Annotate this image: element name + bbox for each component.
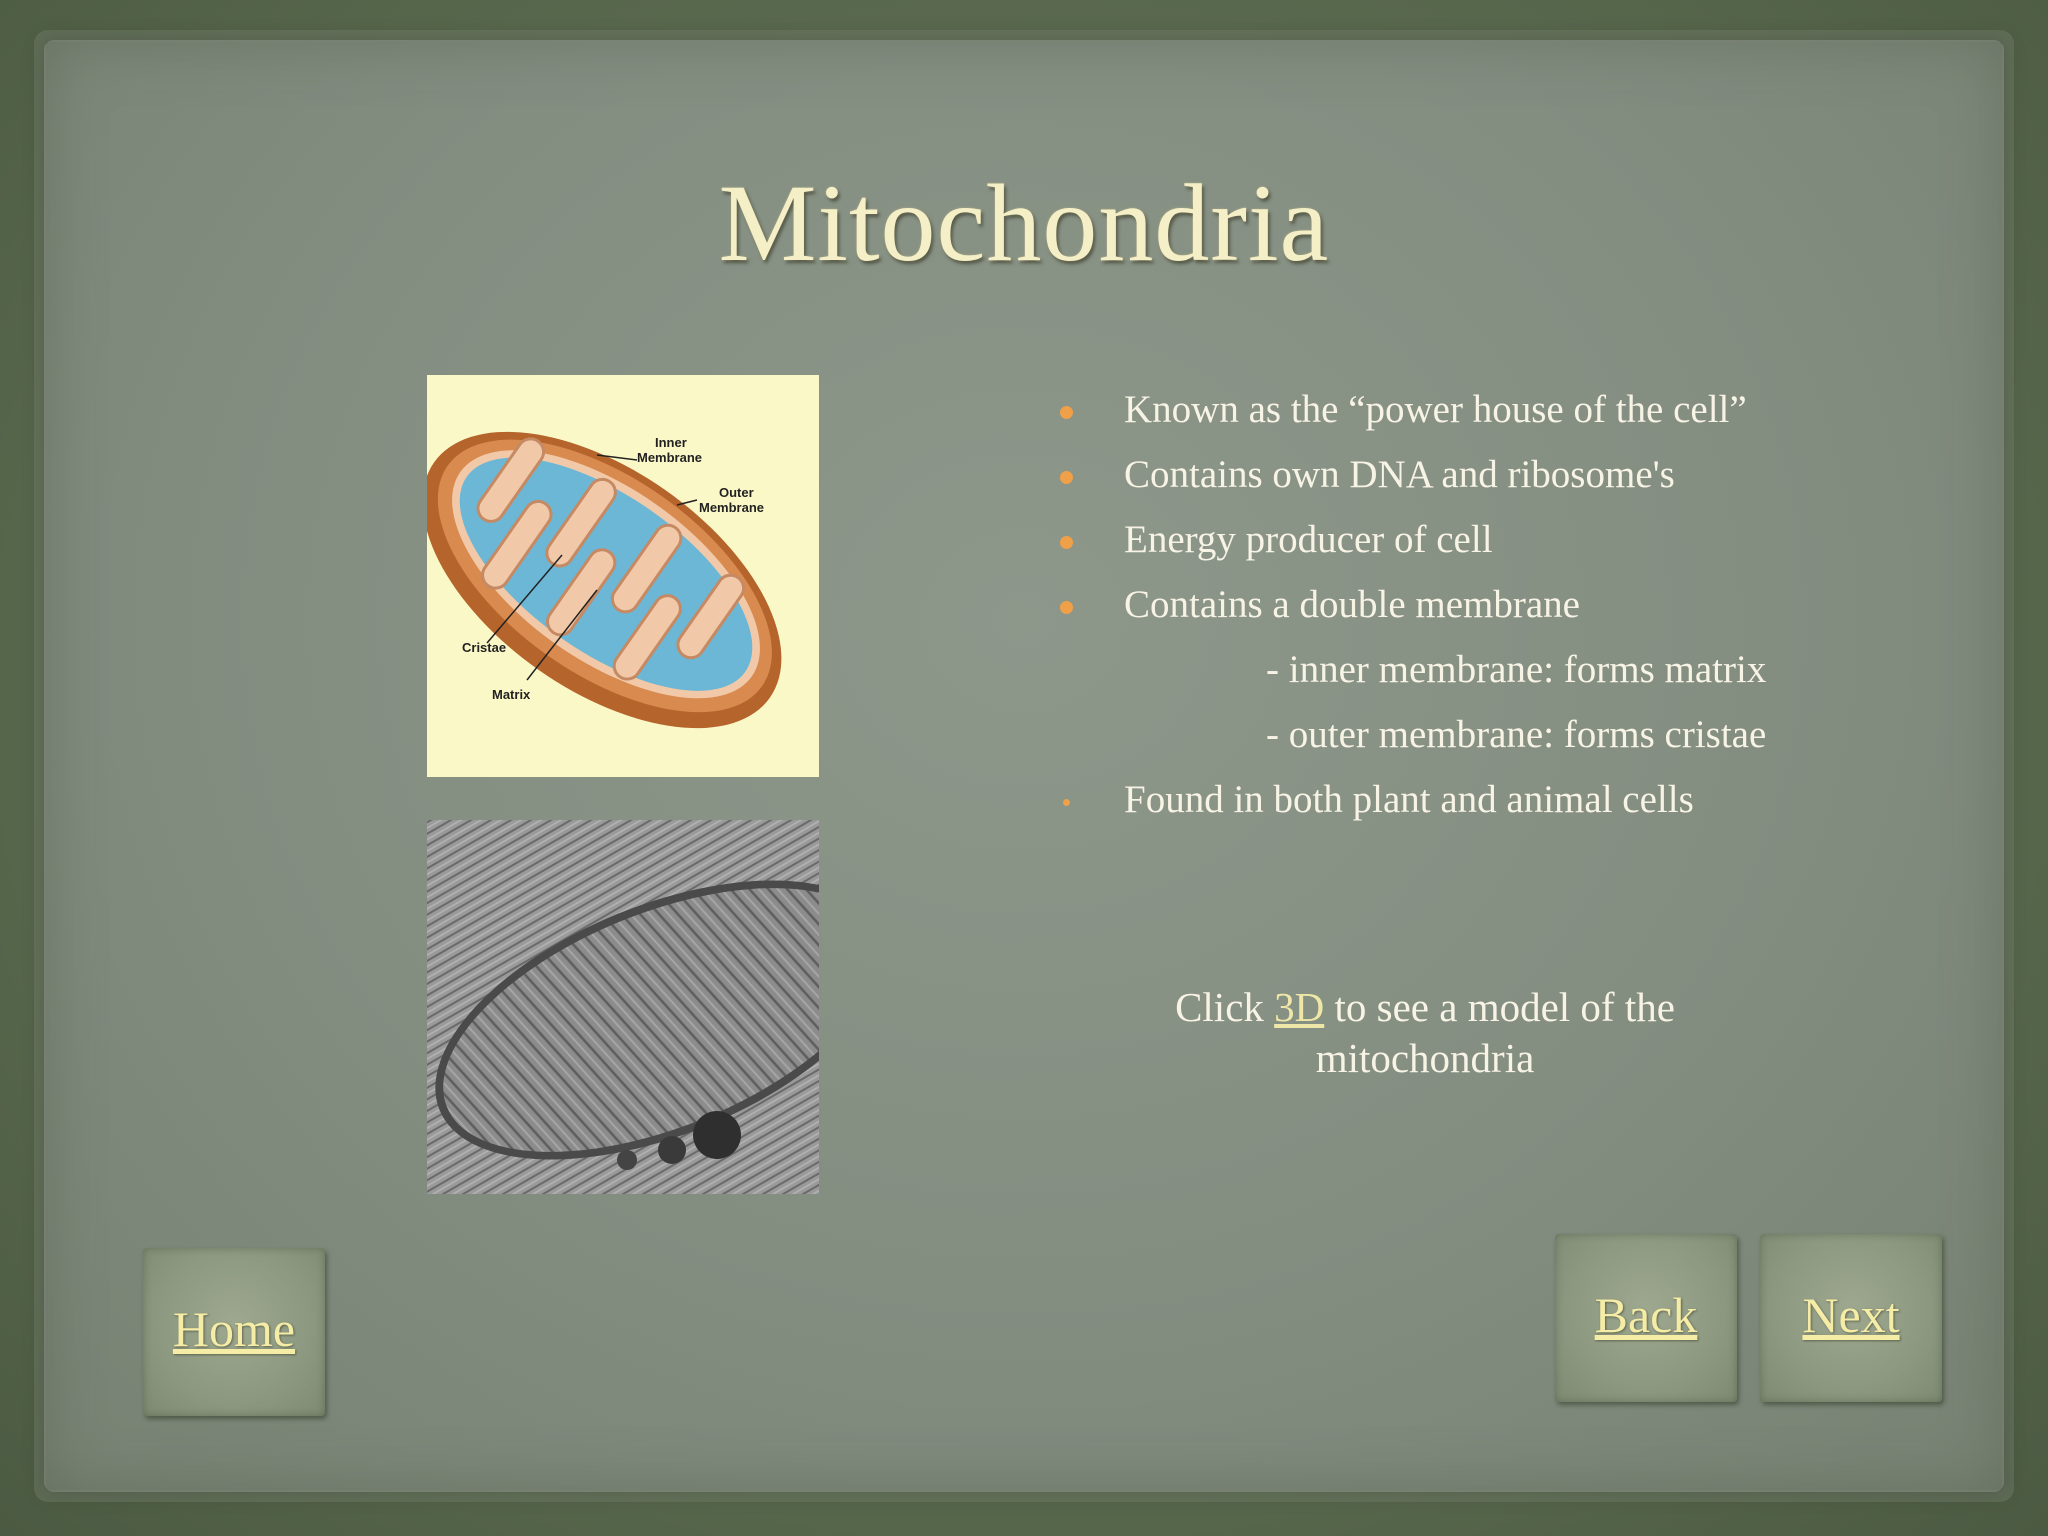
label-cristae: Cristae bbox=[462, 640, 507, 655]
label-inner: Inner bbox=[655, 435, 687, 450]
bullet-item bbox=[1060, 380, 1940, 445]
bullet-text: Found in both plant and animal cells bbox=[1124, 778, 1694, 821]
bullet-text: Contains a double membrane bbox=[1124, 583, 1580, 626]
bullet-item bbox=[1060, 770, 1940, 835]
bullet-dot-icon bbox=[1060, 601, 1073, 614]
slide-title: Mitochondria bbox=[718, 162, 1330, 284]
bullet-item bbox=[1060, 445, 1940, 510]
sub-bullet-item bbox=[1060, 640, 1940, 705]
mitochondria-diagram-image bbox=[427, 375, 819, 777]
mitochondria-micrograph-image bbox=[427, 820, 819, 1194]
cta-suffix: to see a model of the mitochondria bbox=[1315, 984, 1675, 1081]
bullet-list bbox=[1060, 380, 1940, 835]
home-button-label[interactable]: Home bbox=[172, 1301, 296, 1357]
3d-model-link[interactable]: 3D bbox=[1274, 984, 1325, 1030]
bullet-text: Contains own DNA and ribosome's bbox=[1124, 453, 1675, 496]
label-matrix: Matrix bbox=[492, 687, 531, 702]
home-button[interactable] bbox=[143, 1248, 325, 1416]
bullet-dot-icon bbox=[1060, 406, 1073, 419]
back-button-label[interactable]: Back bbox=[1594, 1287, 1698, 1343]
bullet-item bbox=[1060, 575, 1940, 640]
next-button[interactable] bbox=[1760, 1234, 1942, 1402]
sub-bullet-text: - outer membrane: forms cristae bbox=[1266, 713, 1767, 756]
bullet-text: Known as the “power house of the cell” bbox=[1124, 388, 1747, 431]
label-outer-membrane: Membrane bbox=[699, 500, 765, 515]
micrograph-svg bbox=[427, 820, 819, 1194]
bullet-dot-icon bbox=[1060, 471, 1073, 484]
back-button[interactable] bbox=[1555, 1234, 1737, 1402]
sub-bullet-item bbox=[1060, 705, 1940, 770]
bullet-dot-icon bbox=[1063, 799, 1070, 806]
next-button-label[interactable]: Next bbox=[1802, 1287, 1900, 1343]
mitochondria-diagram-svg bbox=[427, 375, 819, 777]
bullet-item bbox=[1060, 510, 1940, 575]
bullet-text: Energy producer of cell bbox=[1124, 518, 1493, 561]
bullet-dot-icon bbox=[1060, 536, 1073, 549]
cta-prefix: Click bbox=[1175, 984, 1275, 1030]
sub-bullet-text: - inner membrane: forms matrix bbox=[1266, 648, 1767, 691]
model-call-to-action bbox=[1120, 982, 1730, 1084]
label-inner-membrane: Membrane bbox=[637, 450, 703, 465]
label-outer: Outer bbox=[719, 485, 754, 500]
